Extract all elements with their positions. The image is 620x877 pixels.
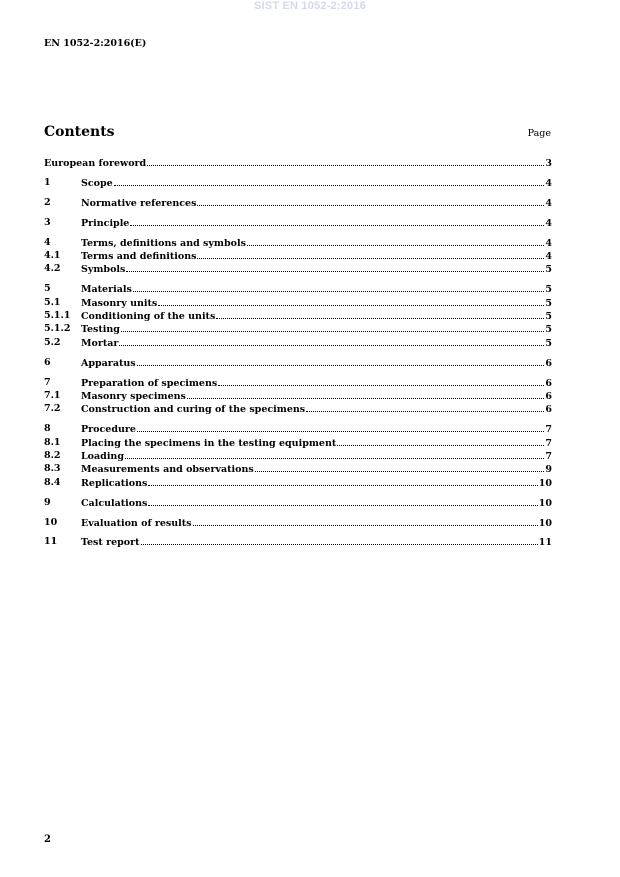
table-of-contents bbox=[44, 156, 552, 549]
toc-entry-page: 5 bbox=[545, 284, 552, 296]
toc-entry-page: 5 bbox=[545, 324, 552, 336]
toc-entry-measurements-and-observations[interactable] bbox=[44, 462, 552, 475]
toc-entry-test-report[interactable] bbox=[44, 535, 552, 548]
document-id: EN 1052-2:2016(E) bbox=[44, 38, 147, 49]
toc-entry-page: 7 bbox=[545, 451, 552, 463]
toc-entry-title: Normative references bbox=[81, 197, 197, 209]
leader-dots bbox=[137, 356, 545, 366]
leader-dots bbox=[121, 322, 544, 332]
toc-entry-evaluation-of-results[interactable] bbox=[44, 516, 552, 529]
toc-entry-title: Loading bbox=[81, 451, 124, 463]
toc-entry-title: European foreword bbox=[44, 158, 147, 169]
contents-title: Contents bbox=[44, 124, 115, 140]
toc-entry-page: 5 bbox=[545, 297, 552, 309]
leader-dots bbox=[147, 156, 544, 166]
toc-entry-page: 11 bbox=[538, 537, 552, 549]
toc-entry-title: Conditioning of the units bbox=[81, 311, 216, 323]
toc-entry-number: 7.1 bbox=[44, 389, 61, 401]
leader-dots bbox=[125, 449, 544, 459]
leader-dots bbox=[306, 402, 544, 412]
toc-entry-number: 6 bbox=[44, 356, 51, 368]
toc-entry-mortar[interactable] bbox=[44, 336, 552, 349]
toc-entry-page: 4 bbox=[545, 237, 552, 249]
toc-entry-title: Calculations bbox=[81, 497, 148, 509]
toc-entry-loading[interactable] bbox=[44, 449, 552, 462]
toc-entry-title: Testing bbox=[81, 324, 120, 336]
leader-dots bbox=[337, 436, 544, 446]
toc-entry-page: 6 bbox=[545, 357, 552, 369]
toc-entry-page: 7 bbox=[545, 437, 552, 449]
toc-entry-masonry-specimens[interactable] bbox=[44, 389, 552, 402]
toc-entry-testing[interactable] bbox=[44, 322, 552, 335]
leader-dots bbox=[255, 462, 545, 472]
toc-entry-procedure[interactable] bbox=[44, 422, 552, 435]
toc-entry-page: 6 bbox=[545, 390, 552, 402]
toc-entry-title: Terms and definitions bbox=[81, 250, 197, 262]
leader-dots bbox=[247, 236, 544, 246]
toc-entry-title: Construction and curing of the specimens bbox=[81, 404, 306, 416]
toc-entry-title: Symbols bbox=[81, 264, 126, 276]
toc-entry-page: 5 bbox=[545, 337, 552, 349]
leader-dots bbox=[197, 249, 544, 259]
toc-entry-number: 5.1.1 bbox=[44, 310, 71, 322]
toc-entry-number: 8.1 bbox=[44, 436, 61, 448]
toc-entry-title: Test report bbox=[81, 537, 140, 549]
leader-dots bbox=[133, 282, 545, 292]
toc-entry-principle[interactable] bbox=[44, 216, 552, 229]
leader-dots bbox=[148, 476, 537, 486]
toc-entry-number: 8 bbox=[44, 423, 51, 435]
leader-dots bbox=[218, 376, 544, 386]
toc-entry-page: 10 bbox=[538, 477, 552, 489]
toc-entry-title: Procedure bbox=[81, 424, 136, 436]
toc-entry-page: 7 bbox=[545, 424, 552, 436]
toc-entry-title: Terms, definitions and symbols bbox=[81, 237, 246, 249]
leader-dots bbox=[187, 389, 544, 399]
toc-entry-replications[interactable] bbox=[44, 476, 552, 489]
toc-entry-title: Apparatus bbox=[81, 357, 136, 369]
toc-entry-page: 5 bbox=[545, 311, 552, 323]
toc-entry-symbols[interactable] bbox=[44, 262, 552, 275]
toc-entry-calculations[interactable] bbox=[44, 496, 552, 509]
toc-entry-number: 2 bbox=[44, 196, 51, 208]
toc-entry-number: 11 bbox=[44, 536, 58, 548]
toc-entry-terms-and-definitions[interactable] bbox=[44, 249, 552, 262]
toc-entry-number: 4 bbox=[44, 236, 51, 248]
leader-dots bbox=[141, 535, 538, 545]
toc-entry-number: 1 bbox=[44, 176, 51, 188]
toc-entry-page: 6 bbox=[545, 377, 552, 389]
toc-entry-number: 4.1 bbox=[44, 249, 61, 261]
toc-entry-page: 6 bbox=[545, 404, 552, 416]
toc-entry-terms-definitions-symbols[interactable] bbox=[44, 236, 552, 249]
toc-entry-title: Principle bbox=[81, 217, 130, 229]
toc-entry-title: Scope bbox=[81, 177, 113, 189]
leader-dots bbox=[193, 516, 538, 526]
leader-dots bbox=[137, 422, 544, 432]
toc-entry-title: Masonry units bbox=[81, 297, 158, 309]
toc-entry-page: 4 bbox=[545, 197, 552, 209]
leader-dots bbox=[130, 216, 544, 226]
toc-entry-number: 10 bbox=[44, 516, 58, 528]
toc-entry-title: Masonry specimens bbox=[81, 390, 186, 402]
leader-dots bbox=[148, 496, 537, 506]
toc-entry-number: 8.3 bbox=[44, 463, 61, 475]
watermark: SIST EN 1052-2:2016 bbox=[253, 0, 367, 12]
toc-entry-conditioning-of-units[interactable] bbox=[44, 309, 552, 322]
toc-entry-title: Placing the specimens in the testing equipment bbox=[81, 437, 337, 449]
toc-entry-masonry-units[interactable] bbox=[44, 296, 552, 309]
toc-entry-number: 5.2 bbox=[44, 336, 61, 348]
leader-dots bbox=[126, 262, 544, 272]
toc-entry-page: 9 bbox=[545, 464, 552, 476]
toc-entry-number: 7 bbox=[44, 376, 51, 388]
leader-dots bbox=[197, 196, 544, 206]
toc-entry-number: 8.4 bbox=[44, 476, 61, 488]
toc-entry-page: 3 bbox=[545, 158, 552, 169]
toc-entry-number: 9 bbox=[44, 496, 51, 508]
toc-entry-number: 5.1 bbox=[44, 296, 61, 308]
toc-entry-number: 7.2 bbox=[44, 403, 61, 415]
toc-entry-title: Mortar bbox=[81, 337, 119, 349]
toc-entry-page: 5 bbox=[545, 264, 552, 276]
toc-entry-title: Evaluation of results bbox=[81, 517, 192, 529]
toc-entry-page: 10 bbox=[538, 497, 552, 509]
leader-dots bbox=[216, 309, 544, 319]
page-column-label: Page bbox=[527, 128, 551, 139]
toc-entry-title: Replications bbox=[81, 477, 148, 489]
leader-dots bbox=[114, 176, 545, 186]
toc-entry-normative-references[interactable] bbox=[44, 196, 552, 209]
toc-entry-number: 3 bbox=[44, 216, 51, 228]
toc-entry-title: Materials bbox=[81, 284, 132, 296]
leader-dots bbox=[119, 336, 544, 346]
toc-entry-number: 4.2 bbox=[44, 263, 61, 275]
toc-entry-scope[interactable] bbox=[44, 176, 552, 189]
toc-entry-number: 5.1.2 bbox=[44, 323, 71, 335]
toc-entry-page: 4 bbox=[545, 217, 552, 229]
toc-entry-title: Preparation of specimens bbox=[81, 377, 218, 389]
toc-entry-page: 4 bbox=[545, 177, 552, 189]
leader-dots bbox=[158, 296, 544, 306]
page-number: 2 bbox=[44, 834, 51, 845]
toc-entry-materials[interactable] bbox=[44, 282, 552, 295]
toc-entry-foreword[interactable] bbox=[44, 156, 552, 169]
toc-entry-construction-and-curing[interactable] bbox=[44, 402, 552, 415]
toc-entry-title: Measurements and observations bbox=[81, 464, 254, 476]
toc-entry-number: 5 bbox=[44, 283, 51, 295]
toc-entry-page: 10 bbox=[538, 517, 552, 529]
toc-entry-placing-the-specimens[interactable] bbox=[44, 436, 552, 449]
toc-entry-preparation-of-specimens[interactable] bbox=[44, 376, 552, 389]
toc-entry-number: 8.2 bbox=[44, 450, 61, 462]
toc-entry-apparatus[interactable] bbox=[44, 356, 552, 369]
toc-entry-page: 4 bbox=[545, 250, 552, 262]
